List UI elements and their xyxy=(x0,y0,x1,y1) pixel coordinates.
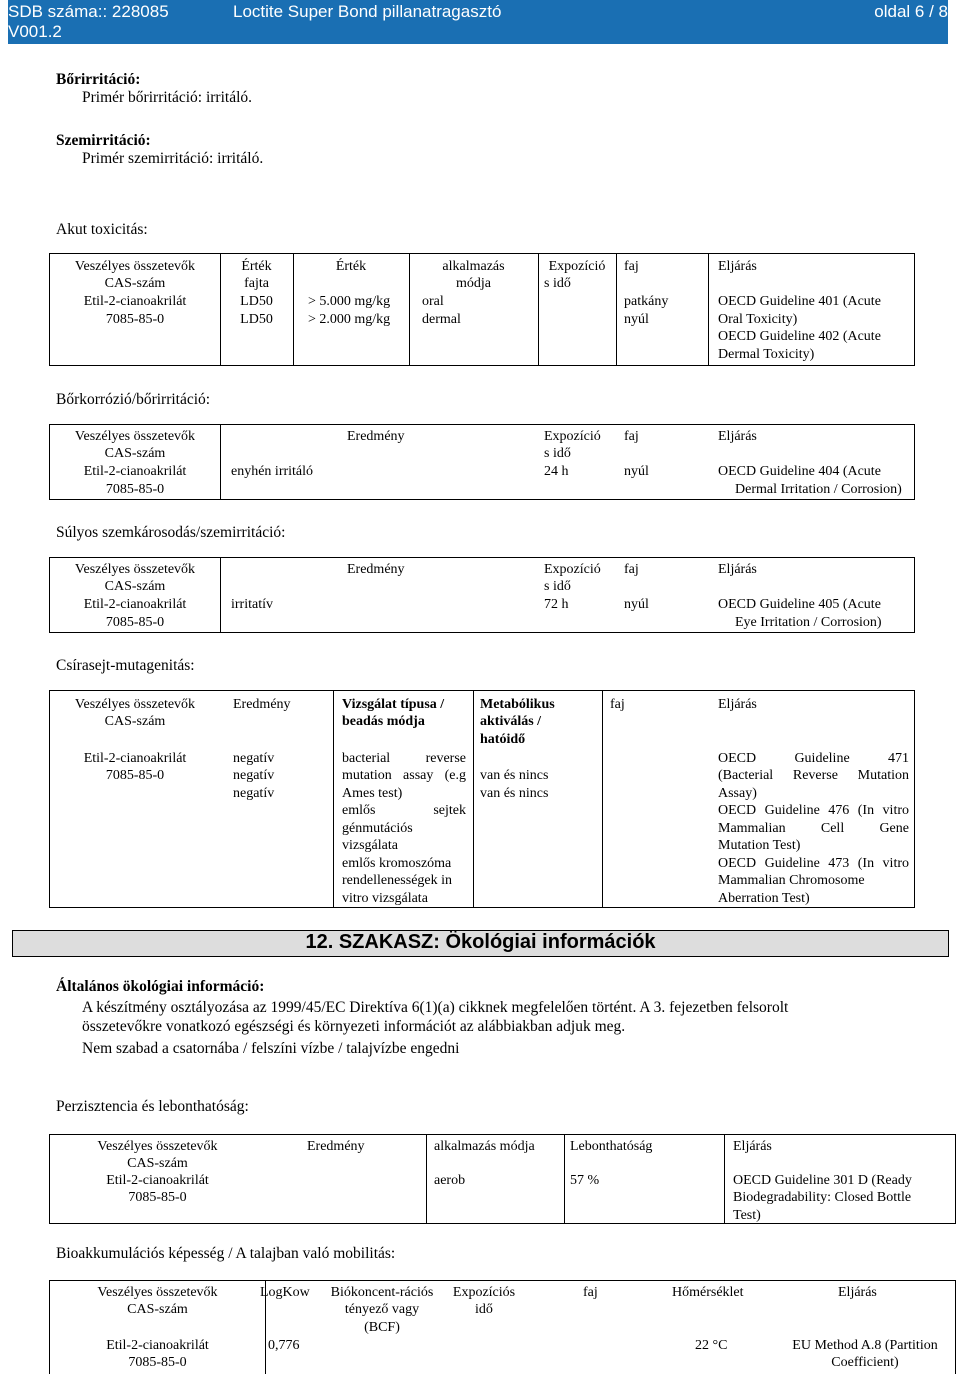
bioacc-h-exp1: Expozíciós xyxy=(452,1285,516,1300)
acute-h-route2: módja xyxy=(456,276,491,291)
acute-h-cas: CAS-szám xyxy=(104,276,166,291)
corrosion-exposure: 24 h xyxy=(544,464,569,479)
corrosion-result: enyhén irritáló xyxy=(231,464,314,479)
persistence-h-result: Eredmény xyxy=(307,1139,365,1154)
acute-method-3: OECD Guideline 402 (Acute xyxy=(718,329,881,344)
corrosion-h-species: faj xyxy=(624,429,639,444)
mutagen-meta-1: van és nincs xyxy=(480,768,549,783)
bioacc-temp: 22 °C xyxy=(695,1338,728,1353)
persistence-h-method: Eljárás xyxy=(733,1139,772,1154)
mutagen-table xyxy=(49,690,915,908)
corrosion-title: Bőrkorrózió/bőrirritáció: xyxy=(56,391,211,408)
acute-route-1: oral xyxy=(422,294,444,309)
eye-irritation-title: Szemirritáció: xyxy=(56,132,151,149)
persistence-table xyxy=(49,1134,956,1224)
persistence-h-degr: Lebonthatóság xyxy=(570,1139,653,1154)
mutagen-result-1: negatív xyxy=(233,751,275,766)
eye-damage-h-method: Eljárás xyxy=(718,562,757,577)
bioacc-method-2: Coefficient) xyxy=(831,1355,899,1370)
acute-type-2: LD50 xyxy=(240,312,273,327)
mutagen-method-4: OECD Guideline 476 (In vitro xyxy=(718,803,909,818)
corrosion-substance: Etil-2-cianoakrilát xyxy=(83,464,187,479)
acute-method-1: OECD Guideline 401 (Acute xyxy=(718,294,881,309)
acute-table xyxy=(49,253,915,366)
eye-damage-h-exp2: s idő xyxy=(544,579,571,594)
persistence-method-3: Test) xyxy=(733,1208,761,1223)
mutagen-test-3: Ames test) xyxy=(342,786,403,801)
mutagen-test-8: rendellenességek in xyxy=(342,873,453,888)
mutagen-test-9: vitro vizsgálata xyxy=(342,891,428,906)
eye-damage-h-exp1: Expozíció xyxy=(544,562,601,577)
mutagen-h-substance: Veszélyes összetevők xyxy=(74,697,196,712)
mutagen-title: Csírasejt-mutagenitás: xyxy=(56,657,195,674)
version: V001.2 xyxy=(8,22,62,41)
corrosion-cas: 7085-85-0 xyxy=(105,482,165,497)
acute-type-1: LD50 xyxy=(240,294,273,309)
bioacc-h-temp: Hőmérséklet xyxy=(672,1285,744,1300)
product-name: Loctite Super Bond pillanatragasztó xyxy=(233,2,502,21)
eye-damage-method-1: OECD Guideline 405 (Acute xyxy=(718,597,881,612)
mutagen-h-result: Eredmény xyxy=(233,697,291,712)
mutagen-cas: 7085-85-0 xyxy=(105,768,165,783)
skin-irritation-text: Primér bőrirritáció: irritáló. xyxy=(82,89,253,106)
section-12-heading xyxy=(12,930,949,957)
acute-value-2: > 2.000 mg/kg xyxy=(308,312,391,327)
corrosion-species: nyúl xyxy=(624,464,649,479)
bioacc-method-1: EU Method A.8 (Partition xyxy=(792,1338,938,1353)
acute-cas: 7085-85-0 xyxy=(105,312,165,327)
acute-method-2: Oral Toxicity) xyxy=(718,312,798,327)
corrosion-table xyxy=(49,424,915,500)
bioacc-h-exp2: idő xyxy=(475,1302,493,1317)
persistence-method-2: Biodegradability: Closed Bottle xyxy=(733,1190,912,1205)
mutagen-test-7: emlős kromoszóma xyxy=(342,856,452,871)
persistence-h-cas: CAS-szám xyxy=(127,1156,188,1171)
eye-damage-table xyxy=(49,557,915,633)
eye-damage-title: Súlyos szemkárosodás/szemirritáció: xyxy=(56,524,286,541)
eye-damage-cas: 7085-85-0 xyxy=(105,615,165,630)
acute-substance: Etil-2-cianoakrilát xyxy=(83,294,187,309)
acute-title: Akut toxicitás: xyxy=(56,221,148,238)
mutagen-method-9: Aberration Test) xyxy=(718,891,810,906)
bioacc-table xyxy=(49,1280,956,1374)
mutagen-h-test2: beadás módja xyxy=(342,714,425,729)
bioacc-h-bcf1: Biókoncent-rációs xyxy=(330,1285,434,1300)
eye-damage-h-cas: CAS-szám xyxy=(104,579,166,594)
mutagen-method-3: Assay) xyxy=(718,786,757,801)
eye-damage-h-substance: Veszélyes összetevők xyxy=(74,562,196,577)
persistence-h-substance: Veszélyes összetevők xyxy=(97,1139,218,1154)
corrosion-h-exp2: s idő xyxy=(544,446,571,461)
acute-route-2: dermal xyxy=(422,312,461,327)
eye-damage-result: irritatív xyxy=(231,597,273,612)
mutagen-h-meta1: Metabólikus xyxy=(480,697,555,712)
mutagen-method-8: Mammalian Chromosome xyxy=(718,873,865,888)
mutagen-test-6: vizsgálata xyxy=(342,838,398,853)
mutagen-method-7: OECD Guideline 473 (In vitro xyxy=(718,856,909,871)
mutagen-test-2: mutation assay (e.g xyxy=(342,768,466,783)
page-header xyxy=(8,0,948,44)
persistence-method-1: OECD Guideline 301 D (Ready xyxy=(733,1173,912,1188)
eye-damage-method-2: Eye Irritation / Corrosion) xyxy=(735,615,882,630)
acute-h-exp2: s idő xyxy=(544,276,571,291)
eye-damage-substance: Etil-2-cianoakrilát xyxy=(83,597,187,612)
eye-irritation-text: Primér szemirritáció: irritáló. xyxy=(82,150,264,167)
eye-damage-exposure: 72 h xyxy=(544,597,569,612)
mutagen-h-meta2: aktiválás / xyxy=(480,714,542,729)
acute-h-substance: Veszélyes összetevők xyxy=(74,259,196,274)
mutagen-meta-2: van és nincs xyxy=(480,786,549,801)
corrosion-h-exp1: Expozíció xyxy=(544,429,601,444)
eye-damage-h-result: Eredmény xyxy=(347,562,405,577)
mutagen-method-5: Mammalian Cell Gene xyxy=(718,821,909,836)
mutagen-result-3: negatív xyxy=(233,786,275,801)
mutagen-method-1: OECD Guideline 471 xyxy=(718,751,909,766)
mutagen-substance: Etil-2-cianoakrilát xyxy=(83,751,187,766)
eye-damage-h-species: faj xyxy=(624,562,639,577)
bioacc-cas: 7085-85-0 xyxy=(128,1355,187,1370)
mutagen-test-4: emlős sejtek xyxy=(342,803,466,818)
acute-h-type2: fajta xyxy=(244,276,269,291)
persistence-degr: 57 % xyxy=(570,1173,600,1188)
general-line-2: összetevőkre vonatkozó egészségi és környezeti információt az alábbiakban adjuk meg. xyxy=(82,1018,626,1035)
general-line-1: A készítmény osztályozása az 1999/45/EC Direktíva 6(1)(a) cikknek megfelelően történt. A 3. fejezetben felsorolt xyxy=(82,999,789,1016)
acute-species-2: nyúl xyxy=(624,312,649,327)
mutagen-method-6: Mutation Test) xyxy=(718,838,801,853)
bioacc-h-bcf3: (BCF) xyxy=(364,1320,400,1335)
corrosion-h-method: Eljárás xyxy=(718,429,757,444)
mutagen-result-2: negatív xyxy=(233,768,275,783)
mutagen-test-1: bacterial reverse xyxy=(342,751,466,766)
persistence-substance: Etil-2-cianoakrilát xyxy=(106,1173,209,1188)
section-12-title: 12. SZAKASZ: Ökológiai információk xyxy=(305,931,656,953)
bioacc-title: Bioakkumulációs képesség / A talajban való mobilitás: xyxy=(56,1245,396,1262)
mutagen-h-species: faj xyxy=(610,697,625,712)
corrosion-h-cas: CAS-szám xyxy=(104,446,166,461)
persistence-route: aerob xyxy=(434,1173,466,1188)
acute-h-exp1: Expozíció xyxy=(548,259,606,274)
acute-h-value: Érték xyxy=(335,259,367,274)
persistence-h-route: alkalmazás módja xyxy=(434,1139,535,1154)
bioacc-substance: Etil-2-cianoakrilát xyxy=(106,1338,209,1353)
acute-h-type1: Érték xyxy=(241,259,272,274)
persistence-title: Perzisztencia és lebonthatóság: xyxy=(56,1098,249,1115)
mutagen-test-5: génmutációs xyxy=(342,821,413,836)
acute-h-species: faj xyxy=(624,259,639,274)
mutagen-h-meta3: hatóidő xyxy=(480,732,526,747)
bioacc-h-substance: Veszélyes összetevők xyxy=(97,1285,218,1300)
mutagen-h-test1: Vizsgálat típusa / xyxy=(342,697,445,712)
eye-damage-species: nyúl xyxy=(624,597,649,612)
acute-species-1: patkány xyxy=(624,294,669,309)
bioacc-h-bcf2: tényező vagy xyxy=(344,1302,420,1317)
bioacc-logkow: 0,776 xyxy=(268,1338,300,1353)
sds-number: SDB száma:: 228085 xyxy=(8,2,169,21)
acute-h-route1: alkalmazás xyxy=(442,259,505,274)
page-number: oldal 6 / 8 xyxy=(874,2,948,21)
acute-method-4: Dermal Toxicity) xyxy=(718,347,815,362)
general-line-3: Nem szabad a csatornába / felszíni vízbe / talajvízbe engedni xyxy=(82,1040,460,1057)
general-title: Általános ökológiai információ: xyxy=(56,978,265,995)
acute-value-1: > 5.000 mg/kg xyxy=(308,294,391,309)
corrosion-method-2: Dermal Irritation / Corrosion) xyxy=(735,482,902,497)
skin-irritation-title: Bőrirritáció: xyxy=(56,71,141,88)
bioacc-h-cas: CAS-szám xyxy=(127,1302,188,1317)
mutagen-h-method: Eljárás xyxy=(718,697,757,712)
bioacc-h-logkow: LogKow xyxy=(260,1285,310,1300)
corrosion-method-1: OECD Guideline 404 (Acute xyxy=(718,464,881,479)
bioacc-h-species: faj xyxy=(583,1285,598,1300)
mutagen-h-cas: CAS-szám xyxy=(104,714,166,729)
mutagen-method-2: (Bacterial Reverse Mutation xyxy=(718,768,909,783)
corrosion-h-substance: Veszélyes összetevők xyxy=(74,429,196,444)
persistence-cas: 7085-85-0 xyxy=(128,1190,187,1205)
bioacc-h-method: Eljárás xyxy=(838,1285,877,1300)
corrosion-h-result: Eredmény xyxy=(347,429,405,444)
acute-h-method: Eljárás xyxy=(718,259,757,274)
